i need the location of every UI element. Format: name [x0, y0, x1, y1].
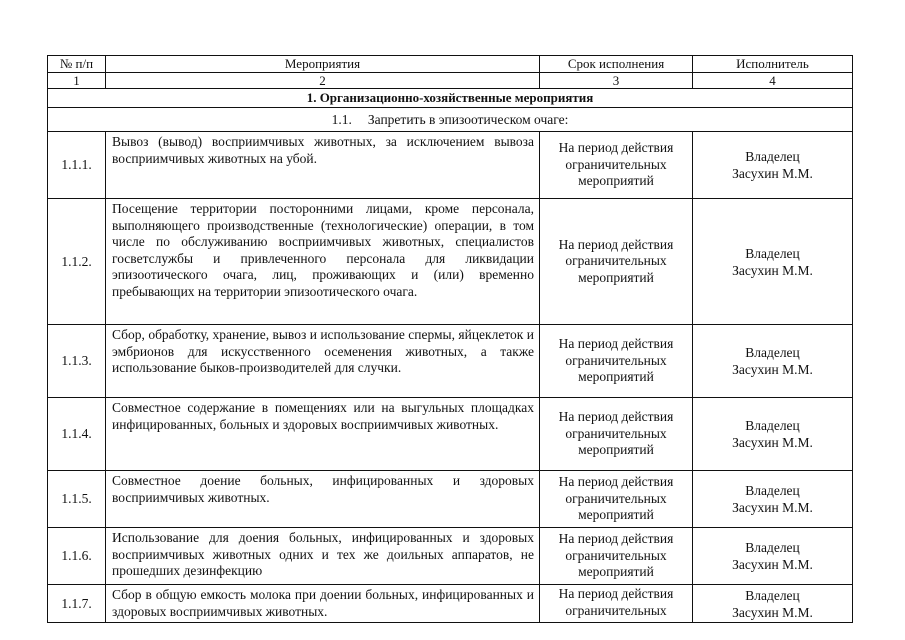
term-line: На период действия: [558, 586, 674, 601]
row-term: [540, 585, 693, 623]
row-number: 1.1.4.: [48, 398, 106, 471]
row-measure: Сбор в общую емкость молока при доении больных, инфицированных и здоровых восприимчивых животных.: [106, 585, 540, 623]
executor-name: Засухин М.М.: [732, 362, 813, 377]
executor-name: Засухин М.М.: [732, 435, 813, 450]
subsection-cell: [48, 108, 853, 132]
row-term: [540, 132, 693, 199]
executor-role: Владелец: [745, 587, 800, 603]
executor-role: Владелец: [745, 245, 800, 261]
executor-role: Владелец: [745, 418, 800, 433]
row-measure: Посещение территории посторонними лицами, кроме персонала, выполняющего производственные (технологические) операции, в том числе по обслуживанию восприимчивых животных, специалистов госветслужбы и привлеченного персонала для ликвидации эпизоотического очага, лиц, проживающих и (или) временно пребывающих на территории эпизоотического очага.: [106, 199, 540, 325]
term-line: На период действия: [558, 531, 674, 547]
executor-role: Владелец: [745, 345, 800, 360]
column-number: 3: [540, 73, 693, 89]
row-executor: [693, 528, 853, 585]
row-measure: Сбор, обработку, хранение, вывоз и использование спермы, яйцеклеток и эмбрионов для искусственного осеменения животных, а также использование быков-производителей для случки.: [106, 325, 540, 398]
row-term: [540, 471, 693, 528]
executor-name: Засухин М.М.: [732, 166, 813, 181]
header-term: Срок исполнения: [540, 56, 693, 73]
row-measure: Вывоз (вывод) восприимчивых животных, за исключением вывоза восприимчивых животных на убой.: [106, 132, 540, 199]
row-term: [540, 528, 693, 585]
header-number: № п/п: [48, 56, 106, 73]
row-measure: Использование для доения больных, инфицированных и здоровых восприимчивых животных одних и тех же доильных аппаратов, не прошедших дезинфекцию: [106, 528, 540, 585]
term-line: На период действия: [558, 140, 674, 156]
column-number: 1: [48, 73, 106, 89]
row-number: 1.1.2.: [48, 199, 106, 325]
term-line: мероприятий: [578, 442, 654, 458]
row-term: [540, 398, 693, 471]
row-term: [540, 325, 693, 398]
row-number: 1.1.6.: [48, 528, 106, 585]
table-row: [48, 471, 853, 528]
term-line: ограничительных: [565, 490, 667, 506]
executor-name: Засухин М.М.: [732, 604, 813, 620]
row-executor: [693, 132, 853, 199]
term-line: ограничительных: [565, 253, 667, 269]
term-line: ограничительных: [565, 156, 667, 172]
column-number: 2: [106, 73, 540, 89]
term-line: мероприятий: [578, 369, 654, 385]
subsection-text: Запретить в эпизоотическом очаге:: [367, 111, 569, 127]
row-executor: [693, 585, 853, 623]
term-line: На период действия: [558, 236, 674, 252]
table-row: [48, 132, 853, 199]
section-title: 1. Организационно-хозяйственные мероприятия: [48, 89, 853, 108]
term-line: мероприятий: [578, 507, 654, 523]
executor-role: Владелец: [745, 483, 800, 498]
executor-name: Засухин М.М.: [732, 557, 813, 572]
subsection-row: [48, 108, 853, 132]
header-executor: Исполнитель: [693, 56, 853, 73]
row-number: 1.1.5.: [48, 471, 106, 528]
executor-name: Засухин М.М.: [732, 262, 813, 278]
row-measure: Совместное доение больных, инфицированных и здоровых восприимчивых животных.: [106, 471, 540, 528]
header-row: [48, 56, 853, 73]
row-executor: [693, 398, 853, 471]
term-line: ограничительных: [565, 602, 667, 618]
term-line: На период действия: [558, 409, 674, 425]
subsection-number: 1.1.: [331, 111, 352, 127]
row-term: [540, 199, 693, 325]
table-row: [48, 585, 853, 623]
term-line: На период действия: [558, 474, 674, 490]
row-measure: Совместное содержание в помещениях или на выгульных площадках инфицированных, больных и здоровых восприимчивых животных.: [106, 398, 540, 471]
table-row: [48, 199, 853, 325]
header-measures: Мероприятия: [106, 56, 540, 73]
term-line: ограничительных: [565, 352, 667, 368]
executor-role: Владелец: [745, 540, 800, 555]
term-line: ограничительных: [565, 425, 667, 441]
row-number: 1.1.1.: [48, 132, 106, 199]
column-numbers-row: [48, 73, 853, 89]
column-number: 4: [693, 73, 853, 89]
row-executor: [693, 325, 853, 398]
section-row: [48, 89, 853, 108]
executor-name: Засухин М.М.: [732, 500, 813, 515]
table-row: [48, 398, 853, 471]
executor-role: Владелец: [745, 149, 800, 164]
term-line: мероприятий: [578, 564, 654, 580]
term-line: На период действия: [558, 336, 674, 352]
row-number: 1.1.7.: [48, 585, 106, 623]
measures-table: [47, 55, 853, 623]
term-line: ограничительных: [565, 547, 667, 563]
term-line: мероприятий: [578, 173, 654, 189]
table-row: [48, 325, 853, 398]
row-executor: [693, 199, 853, 325]
table-row: [48, 528, 853, 585]
row-executor: [693, 471, 853, 528]
row-number: 1.1.3.: [48, 325, 106, 398]
term-line: мероприятий: [578, 269, 654, 285]
